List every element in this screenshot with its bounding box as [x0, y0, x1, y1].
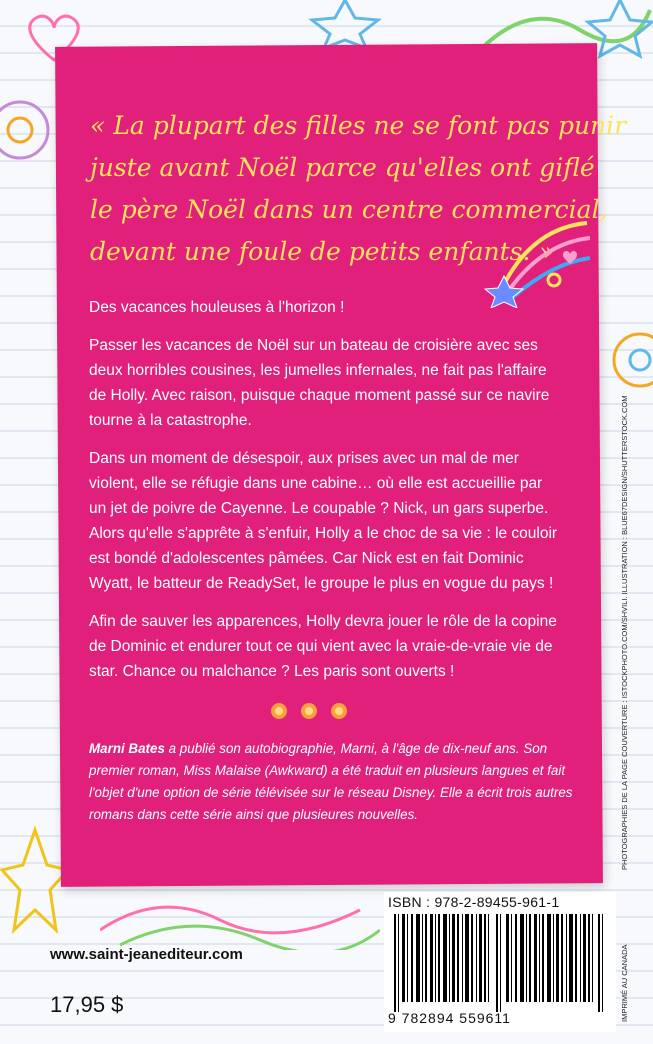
author-name: Marni Bates — [89, 741, 165, 756]
synopsis-paragraph: Dans un moment de désespoir, aux prises avec un mal de mer violent, elle se réfugie dans une cabine… où elle est accueillie par un jet de poivre de Cayenne. Le coupable ? Nick, un gars superbe. Alors qu'elle s'apprête à s'enfuir, Holly a le choc de sa vie : le couloir est bondé d'adolescentes pâmées. Car Nick est en fait Dominic Wyatt, le batteur de ReadySet, le groupe le plus en vogue du pays ! — [89, 450, 558, 592]
flower-icon — [330, 702, 348, 720]
author-bio — [89, 738, 589, 826]
star-doodle-icon — [300, 0, 390, 48]
synopsis-paragraph: Des vacances houleuses à l'horizon ! — [89, 299, 345, 316]
quote-line: le père Noël dans un centre commercial, — [90, 195, 608, 224]
barcode-icon — [384, 914, 614, 1012]
synopsis-paragraph: Passer les vacances de Noël sur un bateau de croisière avec ses deux horribles cousines, les jumelles infernales, ne fait pas l'affaire de Holly. Avec raison, puisque chaque moment passé sur ce navire tourne à la catastrophe. — [89, 337, 550, 429]
publisher-website[interactable]: www.saint-jeanediteur.com — [50, 946, 243, 963]
flower-doodle-icon — [0, 70, 60, 190]
printed-in: IMPRIMÉ AU CANADA — [620, 944, 629, 1022]
swirl-doodle-icon — [100, 890, 380, 950]
photo-credit: PHOTOGRAPHIES DE LA PAGE COUVERTURE : ISTOCKPHOTO.COM/SHVILI. ILLUSTRATION : BLUE67DESIGN/SHUTTERSTOCK.COM — [620, 395, 629, 870]
quote-line: juste avant Noël parce qu'elles ont giflé — [90, 153, 595, 182]
quote-line: « La plupart des filles ne se font pas punir — [90, 111, 627, 140]
quote-line: devant une foule de petits enfants. » — [90, 237, 554, 266]
price: 17,95 $ — [50, 992, 124, 1017]
barcode-digits: 9 782894 559611 — [388, 1010, 511, 1026]
synopsis-paragraph: Afin de sauver les apparences, Holly devra jouer le rôle de la copine de Dominic et endurer tout ce qui vient avec la vraie-de-vraie vie de star. Chance ou malchance ? Les paris sont ouverts ! — [89, 613, 557, 680]
author-bio-text: a publié son autobiographie, Marni, à l'âge de dix-neuf ans. Son premier roman, Miss Malaise (Awkward) a été traduit en plusieurs langues et fait l'objet d'une option de série télévisée sur le réseau Disney. Elle a écrit trois autres romans dans cette série ainsi que plusieures nouvelles. — [89, 741, 573, 822]
isbn-label: ISBN : 978-2-89455-961-1 — [388, 894, 560, 910]
synopsis — [89, 295, 559, 697]
isbn-barcode-box — [384, 892, 616, 1032]
star-doodle-icon — [0, 820, 70, 940]
flower-icon — [270, 702, 288, 720]
flower-icon — [300, 702, 318, 720]
flower-ornaments — [270, 702, 350, 722]
